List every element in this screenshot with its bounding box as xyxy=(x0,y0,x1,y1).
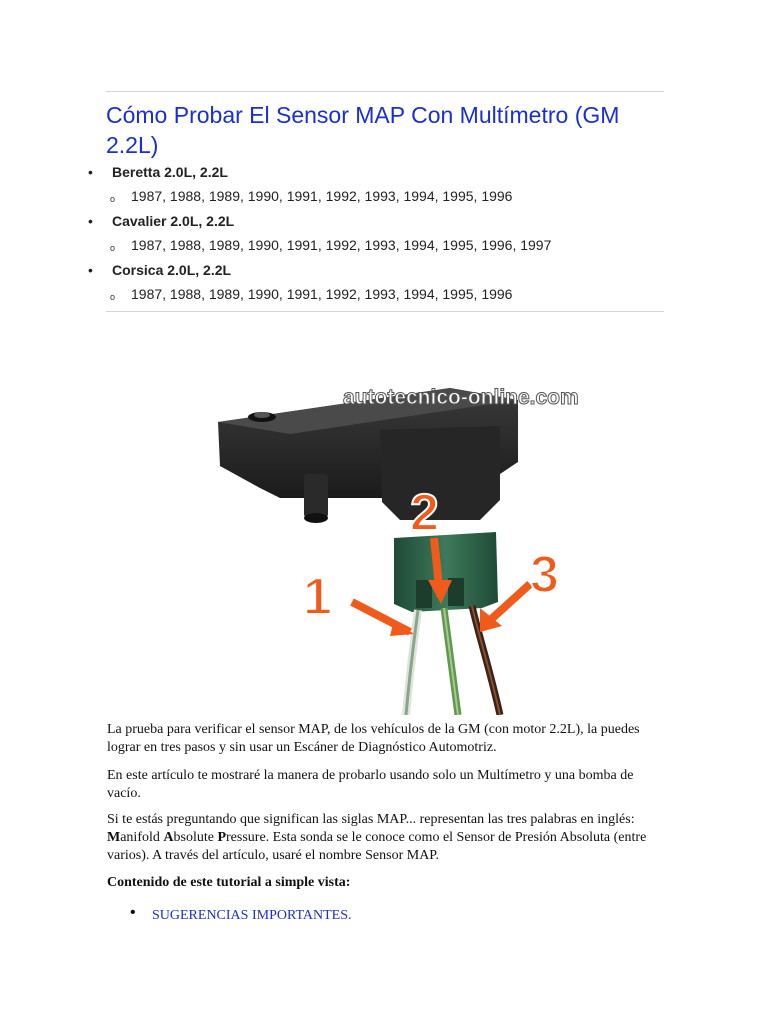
page-title: Cómo Probar El Sensor MAP Con Multímetro (GM 2.2L) xyxy=(106,102,620,158)
acronym-text: anifold xyxy=(120,830,164,845)
watermark: autotecnico-online.com xyxy=(343,386,579,409)
model-years: 1987, 1988, 1989, 1990, 1991, 1992, 1993, 1994, 1995, 1996 xyxy=(131,188,513,204)
toc-heading-text: Contenido de este tutorial a simple vista: xyxy=(107,875,351,890)
acronym-letter-m: M xyxy=(107,830,121,845)
model-name: Cavalier 2.0L, 2.2L xyxy=(112,213,235,229)
method-paragraph: En este artículo te mostraré la manera de probarlo usando solo un Multímetro y una bomba de vacío. xyxy=(107,768,634,801)
sub-bullet: o xyxy=(110,243,116,253)
bullet: • xyxy=(88,213,93,229)
green-connector xyxy=(394,532,498,612)
bullet: • xyxy=(130,904,136,921)
intro-paragraph: La prueba para verificar el sensor MAP, de los vehículos de la GM (con motor 2.2L), la puedes lograr en tres pasos y sin usar un Escáner de Diagnóstico Automotriz. xyxy=(107,722,640,755)
map-sensor-photo xyxy=(200,370,620,715)
acronym-text: bsolute xyxy=(173,830,218,845)
top-divider xyxy=(106,91,664,92)
acronym-letter-a: A xyxy=(163,830,174,845)
vacuum-port xyxy=(304,474,328,518)
model-years: 1987, 1988, 1989, 1990, 1991, 1992, 1993, 1994, 1995, 1996 xyxy=(131,286,513,302)
toc-heading xyxy=(107,874,667,892)
model-name: Beretta 2.0L, 2.2L xyxy=(112,164,228,180)
callout-2: 2 xyxy=(410,484,439,542)
model-years: 1987, 1988, 1989, 1990, 1991, 1992, 1993, 1994, 1995, 1996, 1997 xyxy=(131,237,552,253)
callout-1: 1 xyxy=(303,568,332,626)
sub-bullet: o xyxy=(110,194,116,204)
acronym-text: ressure. Esta sonda se le conoce como el Sensor de Presión Absoluta (entre varios). A través del artículo, usaré el nombre Sensor MAP. xyxy=(107,830,647,863)
acronym-paragraph xyxy=(107,811,667,865)
bullet: • xyxy=(88,262,93,278)
sub-bullet: o xyxy=(110,292,116,302)
model-name: Corsica 2.0L, 2.2L xyxy=(112,262,232,278)
bottom-divider xyxy=(106,311,664,312)
acronym-letter-p: P xyxy=(217,830,227,845)
acronym-text: Si te estás preguntando que significan las siglas MAP... representan las tres palabras en inglés: xyxy=(107,812,635,827)
toc-link-sugerencias[interactable]: SUGERENCIAS IMPORTANTES. xyxy=(152,908,352,923)
bullet: • xyxy=(88,164,93,180)
callout-3: 3 xyxy=(530,546,559,604)
